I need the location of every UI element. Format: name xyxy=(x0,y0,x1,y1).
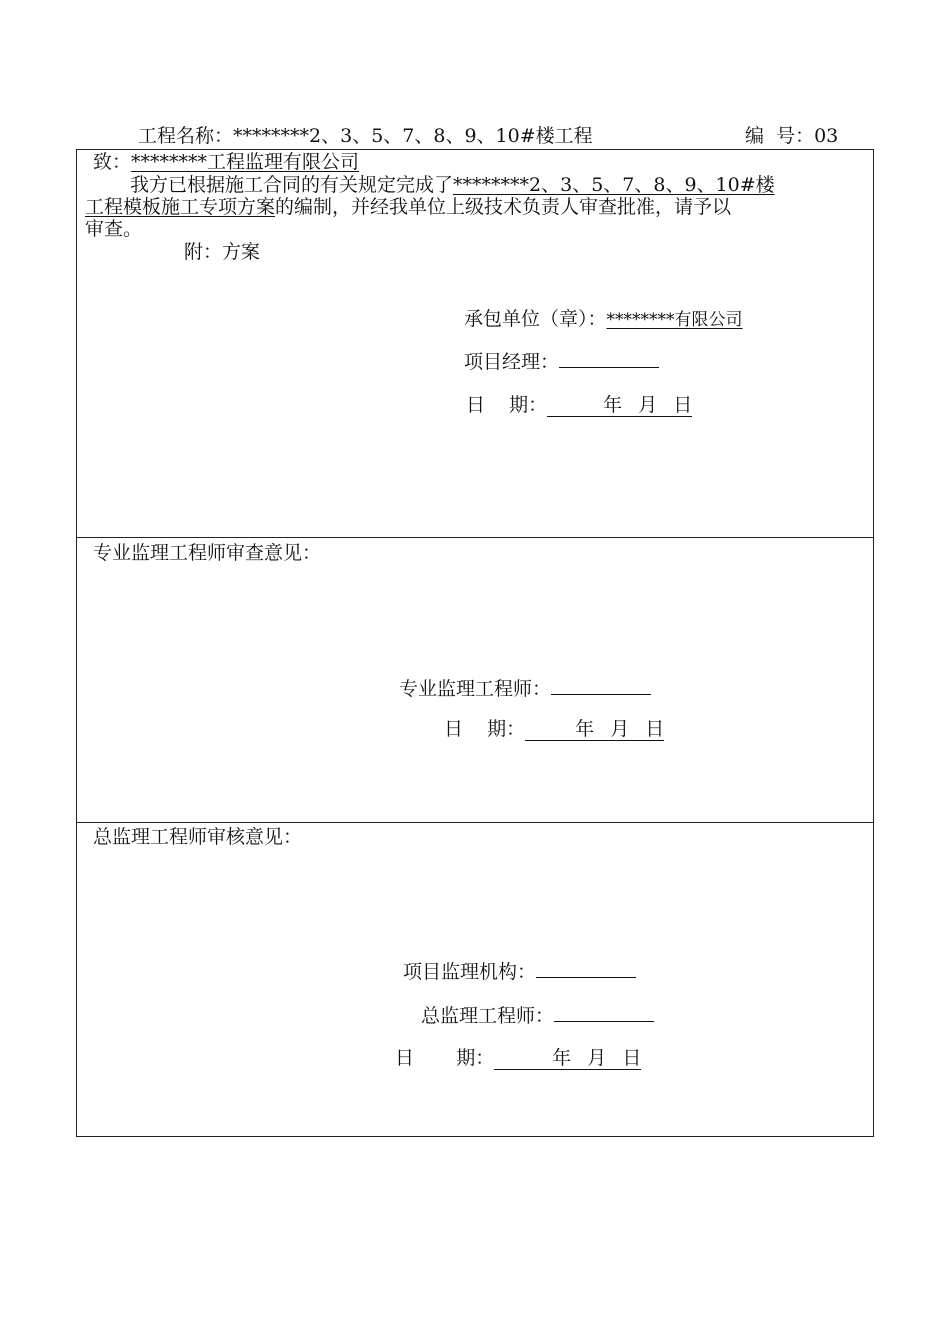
body-prefix: 我方已根据施工合同的有关规定完成了 xyxy=(130,174,454,196)
chief-engineer-line xyxy=(421,1003,654,1027)
org-label: 项目监理机构： xyxy=(403,961,537,983)
body-project-line1: ********2、3、5、7、8、9、10#楼 xyxy=(453,174,775,196)
chief-signature-blank[interactable] xyxy=(554,1003,654,1022)
engineer-review-title: 专业监理工程师审查意见： xyxy=(93,542,322,564)
supervision-org-line xyxy=(403,959,636,983)
month-label: 月 xyxy=(610,718,630,740)
contractor-name: ********有限公司 xyxy=(606,310,743,330)
body-line-2 xyxy=(85,196,731,218)
project-manager-line xyxy=(464,349,659,373)
engineer-label: 专业监理工程师： xyxy=(399,678,552,700)
year-label: 年 xyxy=(552,1047,572,1069)
project-name-line xyxy=(138,125,593,147)
date-label: 日 期： xyxy=(444,718,526,740)
to-label: 致： xyxy=(93,151,132,173)
year-label: 年 xyxy=(603,394,623,416)
engineer-date-line xyxy=(444,718,664,741)
day-label: 日 xyxy=(645,718,665,740)
recipient-line xyxy=(93,151,359,173)
date-field[interactable] xyxy=(494,1047,641,1070)
body-line-1 xyxy=(130,174,775,196)
contractor-date-line xyxy=(466,394,692,417)
document-number xyxy=(745,125,838,147)
year-label: 年 xyxy=(575,718,595,740)
chief-review-title: 总监理工程师审核意见： xyxy=(93,826,303,848)
body-line-3: 审查。 xyxy=(85,218,143,240)
pm-signature-blank[interactable] xyxy=(559,349,659,368)
chief-label: 总监理工程师： xyxy=(421,1005,555,1027)
number-value: 03 xyxy=(814,125,839,147)
form-frame xyxy=(76,149,874,1137)
number-label: 编 号： xyxy=(745,125,815,147)
org-signature-blank[interactable] xyxy=(536,959,636,978)
engineer-signature-blank[interactable] xyxy=(551,676,651,695)
date-label: 日 期： xyxy=(395,1047,495,1069)
project-label: 工程名称： xyxy=(138,125,234,147)
section-divider-2 xyxy=(76,822,874,823)
pm-label: 项目经理： xyxy=(464,351,560,373)
month-label: 月 xyxy=(638,394,658,416)
contractor-label: 承包单位（章）： xyxy=(464,308,607,330)
date-field[interactable] xyxy=(547,394,692,417)
engineer-signature-line xyxy=(399,676,651,700)
body-suffix: 的编制，并经我单位上级技术负责人审查批准，请予以 xyxy=(275,196,732,218)
body-project-line2: 工程模板施工专项方案 xyxy=(85,196,276,218)
attachment-note: 附：方案 xyxy=(184,241,261,263)
date-label: 日 期： xyxy=(466,394,548,416)
day-label: 日 xyxy=(673,394,693,416)
recipient-name: ********工程监理有限公司 xyxy=(131,151,360,173)
month-label: 月 xyxy=(587,1047,607,1069)
date-field[interactable] xyxy=(525,718,664,741)
day-label: 日 xyxy=(622,1047,642,1069)
project-name: ********2、3、5、7、8、9、10#楼工程 xyxy=(233,125,593,147)
chief-date-line xyxy=(395,1047,641,1070)
contractor-line xyxy=(464,308,743,331)
section-divider-1 xyxy=(76,537,874,538)
